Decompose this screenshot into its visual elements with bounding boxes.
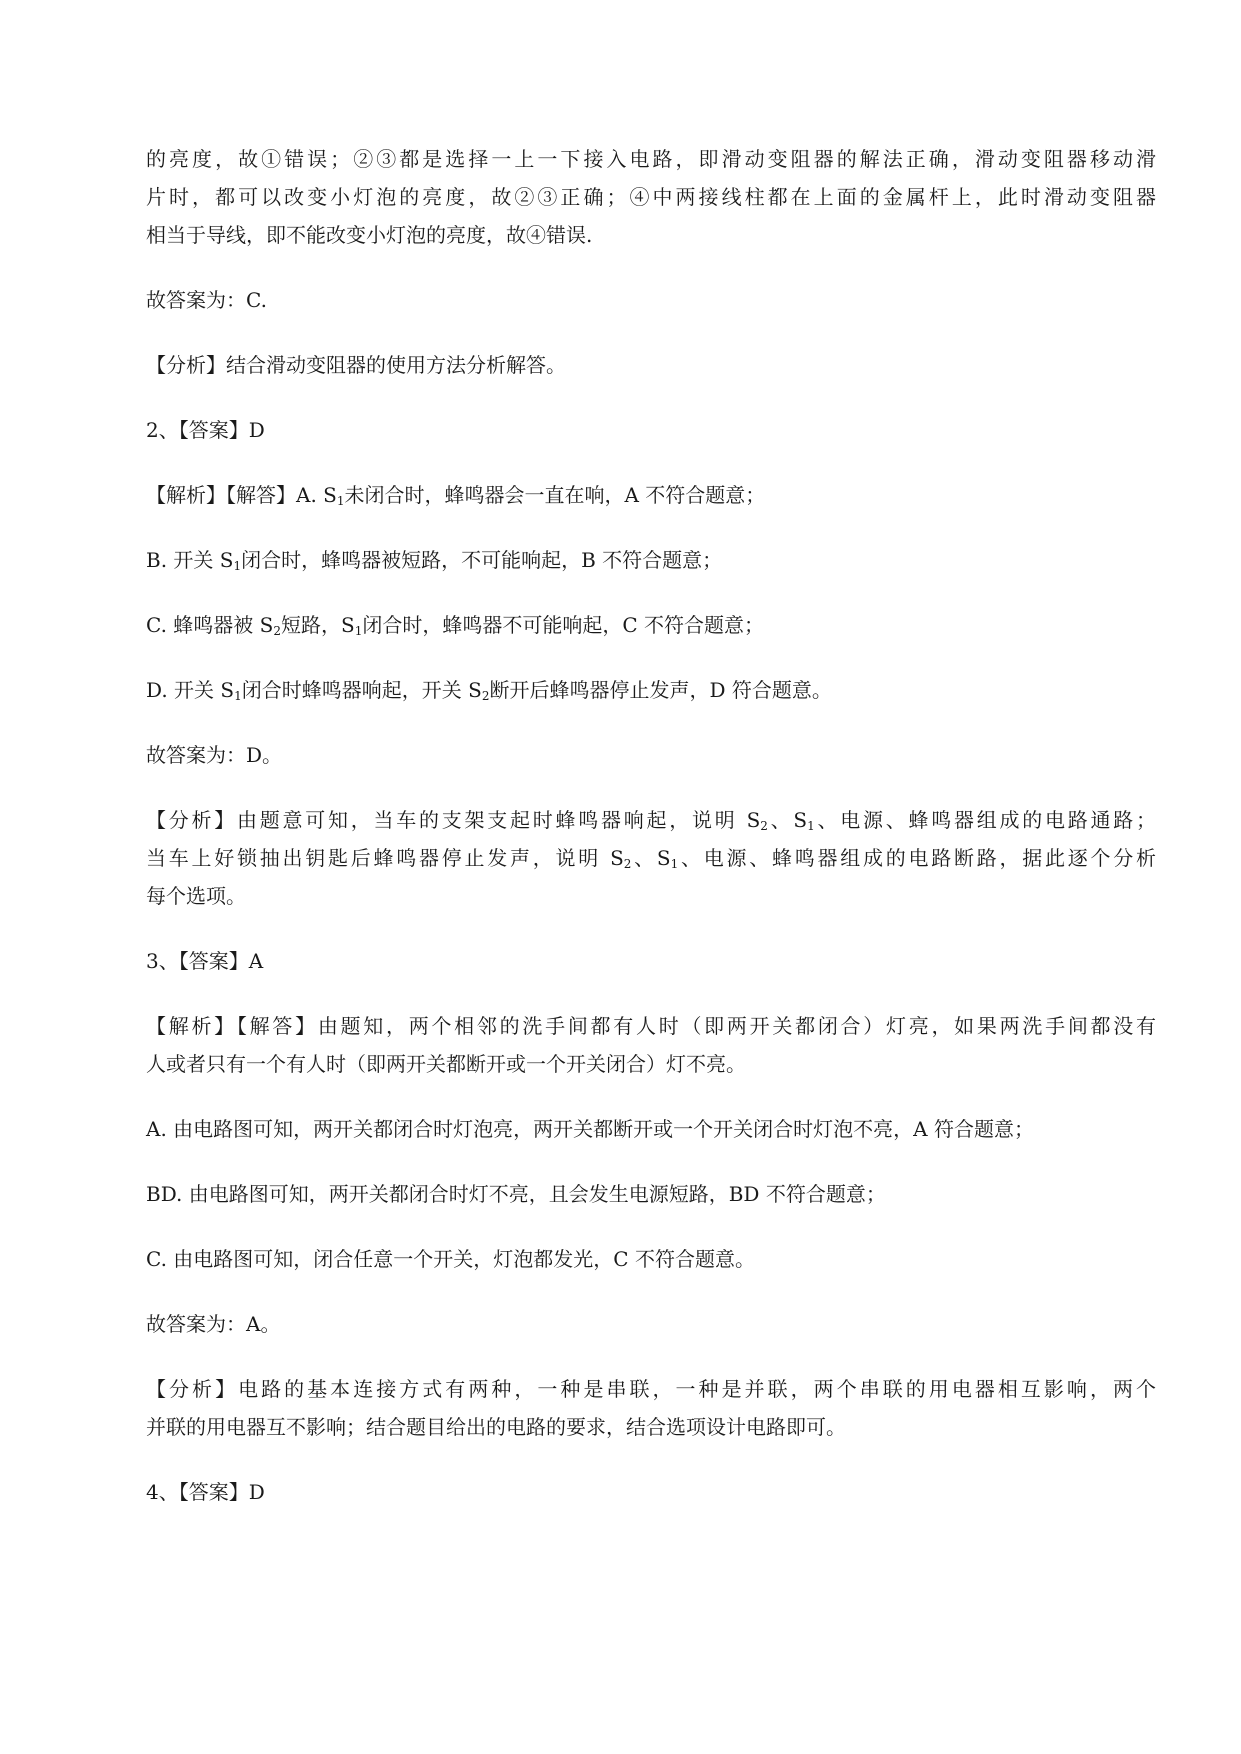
paragraph-gap [146, 980, 1156, 1007]
paragraph-p1 [146, 140, 1156, 254]
text-segment: A. 由电路图可知，两开关都闭合时灯泡亮，两开关都断开或一个开关闭合时灯泡不亮，A 符合题意； [146, 1117, 1034, 1141]
text-line [146, 140, 1156, 178]
text-segment: 故答案为：D。 [146, 743, 283, 767]
paragraph-p11 [146, 942, 1156, 980]
paragraph-gap [146, 1343, 1156, 1370]
paragraph-p15 [146, 1240, 1156, 1278]
text-line [146, 1370, 1156, 1408]
text-segment: 4、【答案】D [146, 1480, 265, 1504]
paragraph-gap [146, 384, 1156, 411]
text-line [146, 1175, 1156, 1213]
text-line [146, 1240, 1156, 1278]
text-line [146, 1045, 1156, 1083]
paragraph-p2 [146, 281, 1156, 319]
paragraph-p18 [146, 1473, 1156, 1511]
paragraph-p17 [146, 1370, 1156, 1446]
text-segment: 断开后蜂鸣器停止发声，D 符合题意。 [489, 678, 832, 702]
text-segment: 闭合时，蜂鸣器不可能响起，C 不符合题意； [362, 613, 765, 637]
text-segment: C. 由电路图可知，闭合任意一个开关，灯泡都发光，C 不符合题意。 [146, 1247, 755, 1271]
text-segment: 短路，S [281, 613, 355, 637]
paragraph-p8 [146, 671, 1156, 709]
paragraph-gap [146, 1446, 1156, 1473]
paragraph-gap [146, 709, 1156, 736]
text-line [146, 801, 1156, 839]
text-line [146, 411, 1156, 449]
paragraph-p5 [146, 476, 1156, 514]
paragraph-gap [146, 579, 1156, 606]
text-line [146, 476, 1156, 514]
text-line [146, 736, 1156, 774]
text-segment: 故答案为：C. [146, 288, 267, 312]
text-segment: 2、【答案】D [146, 418, 265, 442]
text-line [146, 839, 1156, 877]
paragraph-gap [146, 1083, 1156, 1110]
text-line [146, 541, 1156, 579]
text-segment: 片时，都可以改变小灯泡的亮度，故②③正确；④中两接线柱都在上面的金属杆上，此时滑动变阻器 [146, 185, 1156, 209]
paragraph-p6 [146, 541, 1156, 579]
text-line [146, 216, 1156, 254]
paragraph-gap [146, 774, 1156, 801]
text-segment: 【分析】电路的基本连接方式有两种，一种是串联，一种是并联，两个串联的用电器相互影响，两个 [146, 1377, 1156, 1401]
text-segment: 【分析】结合滑动变阻器的使用方法分析解答。 [146, 353, 566, 377]
paragraph-p9 [146, 736, 1156, 774]
text-segment: 、电源、蜂鸣器组成的电路通路； [814, 808, 1156, 832]
text-line [146, 1408, 1156, 1446]
text-line [146, 1305, 1156, 1343]
subscript: 1 [234, 689, 242, 703]
paragraph-p16 [146, 1305, 1156, 1343]
text-segment: 的亮度，故①错误；②③都是选择一上一下接入电路，即滑动变阻器的解法正确，滑动变阻器移动滑 [146, 147, 1156, 171]
paragraph-gap [146, 1148, 1156, 1175]
text-segment: 、S [631, 846, 671, 870]
text-segment: 【分析】由题意可知，当车的支架支起时蜂鸣器响起，说明 S [146, 808, 761, 832]
text-line [146, 1473, 1156, 1511]
paragraph-p3 [146, 346, 1156, 384]
paragraph-gap [146, 449, 1156, 476]
subscript: 1 [336, 494, 345, 508]
subscript: 2 [760, 819, 768, 833]
text-line [146, 606, 1156, 644]
subscript: 1 [233, 559, 242, 573]
text-line [146, 671, 1156, 709]
paragraph-gap [146, 319, 1156, 346]
paragraph-p4 [146, 411, 1156, 449]
subscript: 1 [670, 857, 679, 871]
text-segment: 当车上好锁抽出钥匙后蜂鸣器停止发声，说明 S [146, 846, 624, 870]
paragraph-p12 [146, 1007, 1156, 1083]
text-segment: B. 开关 S [146, 548, 234, 572]
text-segment: 3、【答案】A [146, 949, 264, 973]
text-line [146, 1110, 1156, 1148]
text-line [146, 942, 1156, 980]
paragraph-gap [146, 254, 1156, 281]
paragraph-p13 [146, 1110, 1156, 1148]
text-segment: D. 开关 S [146, 678, 235, 702]
subscript: 2 [273, 624, 282, 638]
subscript: 1 [354, 624, 363, 638]
text-line [146, 281, 1156, 319]
text-segment: 并联的用电器互不影响；结合题目给出的电路的要求，结合选项设计电路即可。 [146, 1415, 846, 1439]
text-segment: 人或者只有一个有人时（即两开关都断开或一个开关闭合）灯不亮。 [146, 1052, 746, 1076]
text-line [146, 877, 1156, 915]
paragraph-gap [146, 514, 1156, 541]
subscript: 2 [481, 689, 490, 703]
paragraph-p10 [146, 801, 1156, 915]
text-segment: 【解析】【解答】由题知，两个相邻的洗手间都有人时（即两开关都闭合）灯亮，如果两洗手间都没有 [146, 1014, 1156, 1038]
subscript: 2 [623, 857, 632, 871]
paragraph-gap [146, 1278, 1156, 1305]
paragraph-gap [146, 644, 1156, 671]
paragraph-gap [146, 915, 1156, 942]
text-segment: 故答案为：A。 [146, 1312, 281, 1336]
document-body [146, 140, 1156, 1511]
text-segment: 、S [767, 808, 808, 832]
text-segment: 、电源、蜂鸣器组成的电路断路，据此逐个分析 [678, 846, 1157, 870]
text-segment: C. 蜂鸣器被 S [146, 613, 274, 637]
paragraph-p7 [146, 606, 1156, 644]
text-segment: 闭合时蜂鸣器响起，开关 S [241, 678, 482, 702]
text-segment: 【解析】【解答】A. S [146, 483, 337, 507]
text-segment: 未闭合时，蜂鸣器会一直在响，A 不符合题意； [344, 483, 766, 507]
text-segment: 每个选项。 [146, 884, 246, 908]
text-segment: 闭合时，蜂鸣器被短路，不可能响起，B 不符合题意； [241, 548, 723, 572]
text-segment: 相当于导线，即不能改变小灯泡的亮度，故④错误. [146, 223, 593, 247]
subscript: 1 [807, 819, 815, 833]
text-segment: BD. 由电路图可知，两开关都闭合时灯不亮，且会发生电源短路，BD 不符合题意； [146, 1182, 886, 1206]
text-line [146, 178, 1156, 216]
paragraph-p14 [146, 1175, 1156, 1213]
paragraph-gap [146, 1213, 1156, 1240]
text-line [146, 346, 1156, 384]
text-line [146, 1007, 1156, 1045]
